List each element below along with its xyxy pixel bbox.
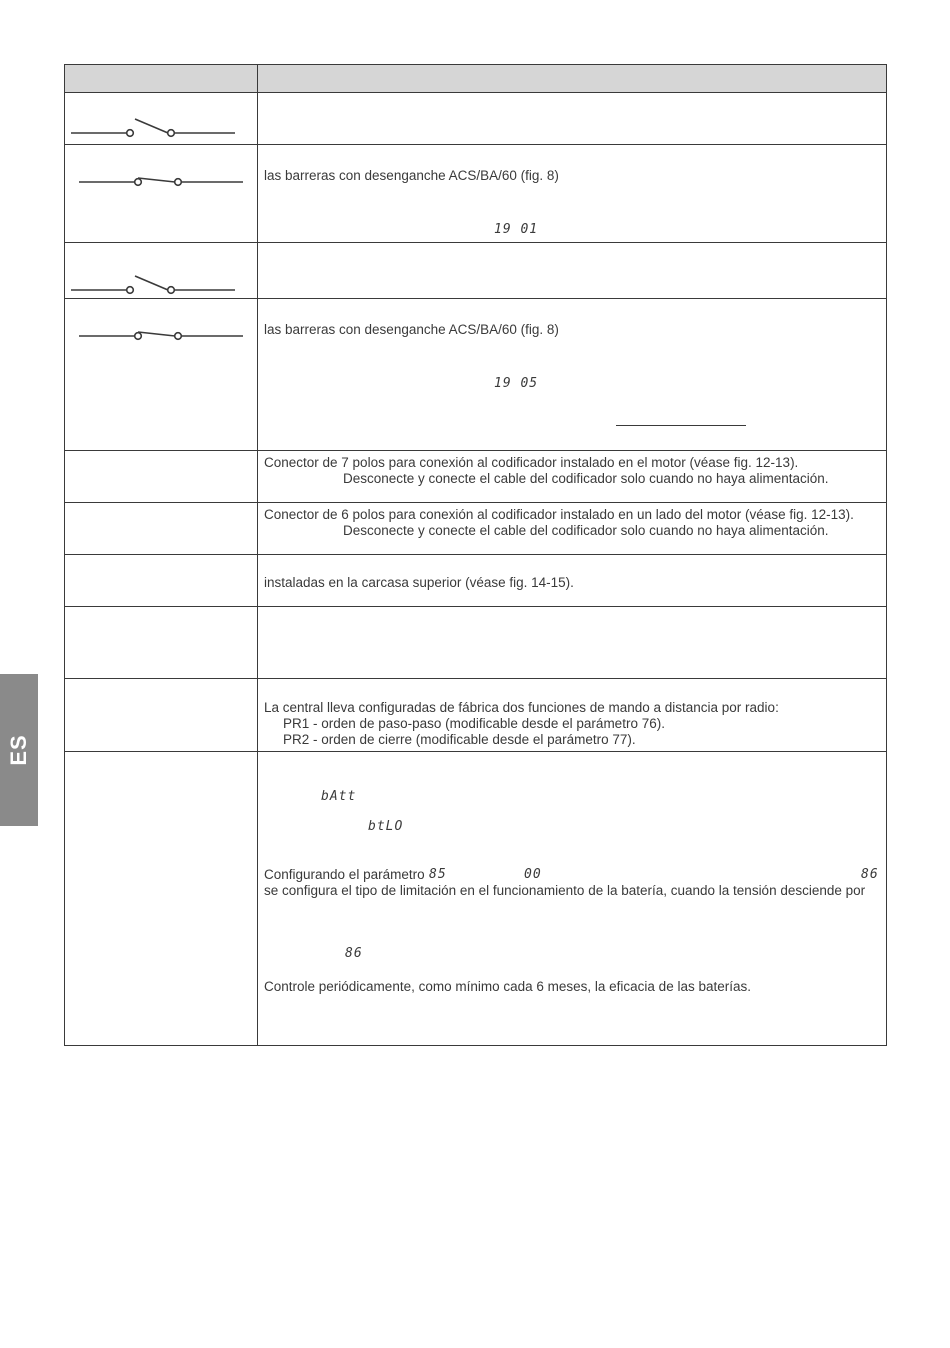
switch-no-symbol	[65, 243, 258, 299]
row-description	[258, 555, 887, 607]
language-tab	[0, 674, 38, 826]
table-row	[65, 503, 887, 555]
radio-function-pr2: PR2 - orden de cierre (modificable desde el parámetro 77).	[283, 732, 636, 747]
table-row	[65, 93, 887, 145]
table-header	[65, 65, 887, 93]
header-cell-1	[65, 65, 258, 93]
row-description	[258, 243, 887, 299]
header-cell-2	[258, 65, 887, 93]
warning-text: Desconecte y conecte el cable del codificador solo cuando no haya alimentación.	[343, 471, 829, 486]
display-code: 19 05	[494, 376, 539, 391]
row-description	[258, 299, 887, 451]
description-text: Controle periódicamente, como mínimo cada 6 meses, la eficacia de las baterías.	[264, 979, 751, 994]
open-switch-icon	[65, 93, 257, 145]
display-code: 85	[429, 867, 447, 882]
display-code: 00	[524, 867, 542, 882]
table-row	[65, 299, 887, 451]
closed-switch-icon	[65, 299, 257, 451]
row-label	[65, 752, 258, 1046]
table-row	[65, 243, 887, 299]
row-label	[65, 679, 258, 752]
display-code: 86	[345, 946, 363, 961]
table-row	[65, 145, 887, 243]
underline-mark	[616, 425, 746, 426]
row-description	[258, 752, 887, 1046]
row-description	[258, 145, 887, 243]
table-row	[65, 607, 887, 679]
description-text: Conector de 6 polos para conexión al codificador instalado en un lado del motor (véase fig. 12-13).	[264, 507, 854, 522]
specs-table	[64, 64, 887, 1046]
row-description	[258, 503, 887, 555]
description-text: las barreras con desenganche ACS/BA/60 (fig. 8)	[264, 322, 559, 337]
display-code: btLO	[368, 819, 404, 834]
description-text: La central lleva configuradas de fábrica dos funciones de mando a distancia por radio:	[264, 700, 779, 715]
row-description	[258, 607, 887, 679]
row-label	[65, 451, 258, 503]
row-description	[258, 93, 887, 145]
table-row	[65, 451, 887, 503]
description-text: instaladas en la carcasa superior (véase fig. 14-15).	[264, 575, 574, 590]
row-description	[258, 451, 887, 503]
open-switch-icon	[65, 243, 257, 299]
description-text: se configura el tipo de limitación en el funcionamiento de la batería, cuando la tensión desciende por	[264, 883, 866, 898]
table-row	[65, 752, 887, 1046]
row-label	[65, 503, 258, 555]
switch-nc-symbol	[65, 145, 258, 243]
description-text: Conector de 7 polos para conexión al codificador instalado en el motor (véase fig. 12-13).	[264, 455, 799, 470]
row-label	[65, 607, 258, 679]
table-row	[65, 679, 887, 752]
display-code: 86	[861, 867, 879, 882]
table-row	[65, 555, 887, 607]
language-tab-label: ES	[6, 734, 31, 766]
description-text: Configurando el parámetro	[264, 867, 425, 882]
description-text: las barreras con desenganche ACS/BA/60 (fig. 8)	[264, 168, 559, 183]
display-code: 19 01	[494, 222, 539, 237]
switch-no-symbol	[65, 93, 258, 145]
display-code: bAtt	[321, 789, 357, 804]
switch-nc-symbol	[65, 299, 258, 451]
row-label	[65, 555, 258, 607]
row-description	[258, 679, 887, 752]
closed-switch-icon	[65, 145, 257, 243]
radio-function-pr1: PR1 - orden de paso-paso (modificable desde el parámetro 76).	[283, 716, 665, 731]
warning-text: Desconecte y conecte el cable del codificador solo cuando no haya alimentación.	[343, 523, 829, 538]
